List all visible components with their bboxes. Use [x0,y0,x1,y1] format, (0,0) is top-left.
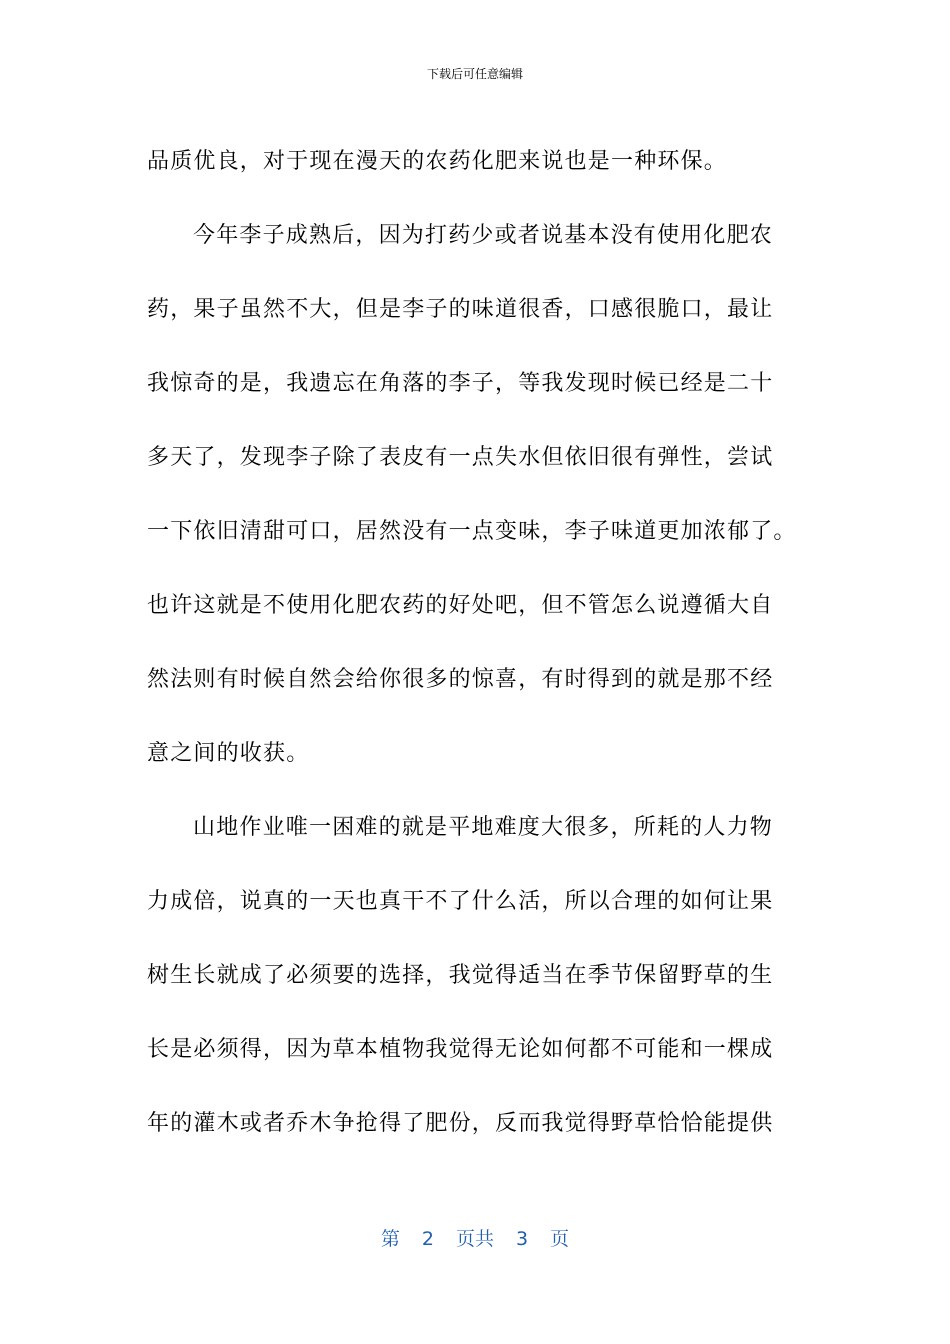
text-line: 然法则有时候自然会给你很多的惊喜，有时得到的就是那不经 [147,667,774,692]
footer-middle: 页共 [455,1228,494,1250]
text-line: 品质优良，对于现在漫天的农药化肥来说也是一种环保。 [147,149,728,174]
text-line: 今年李子成熟后，因为打药少或者说基本没有使用化肥农 [193,223,774,248]
text-line: 也许这就是不使用化肥农药的好处吧，但不管怎么说遵循大自 [147,593,774,618]
footer-prefix: 第 [380,1228,400,1250]
text-line: 我惊奇的是，我遗忘在角落的李子，等我发现时候已经是二十 [147,371,774,396]
text-line: 一下依旧清甜可口，居然没有一点变味，李子味道更加浓郁了。 [147,519,797,544]
page-header-note: 下载后可任意编辑 [426,67,523,81]
paragraph-3 [147,791,797,1161]
text-line: 山地作业唯一困难的就是平地难度大很多，所耗的人力物 [193,815,774,840]
text-line: 力成倍，说真的一天也真干不了什么活，所以合理的如何让果 [147,889,774,914]
page-footer [0,1225,950,1253]
text-line: 树生长就成了必须要的选择，我觉得适当在季节保留野草的生 [147,963,774,988]
total-pages-number: 3 [516,1228,529,1250]
text-line: 意之间的收获。 [147,741,310,766]
text-line: 长是必须得，因为草本植物我觉得无论如何都不可能和一棵成 [147,1037,774,1062]
current-page-number: 2 [421,1228,434,1250]
text-line: 药，果子虽然不大，但是李子的味道很香，口感很脆口，最让 [147,297,774,322]
paragraph-1 [147,125,797,199]
text-line: 多天了，发现李子除了表皮有一点失水但依旧很有弹性，尝试 [147,445,774,470]
paragraph-2 [147,199,797,791]
document-body [147,125,797,1161]
text-line: 年的灌木或者乔木争抢得了肥份，反而我觉得野草恰恰能提供 [147,1111,774,1136]
footer-suffix: 页 [550,1228,570,1250]
